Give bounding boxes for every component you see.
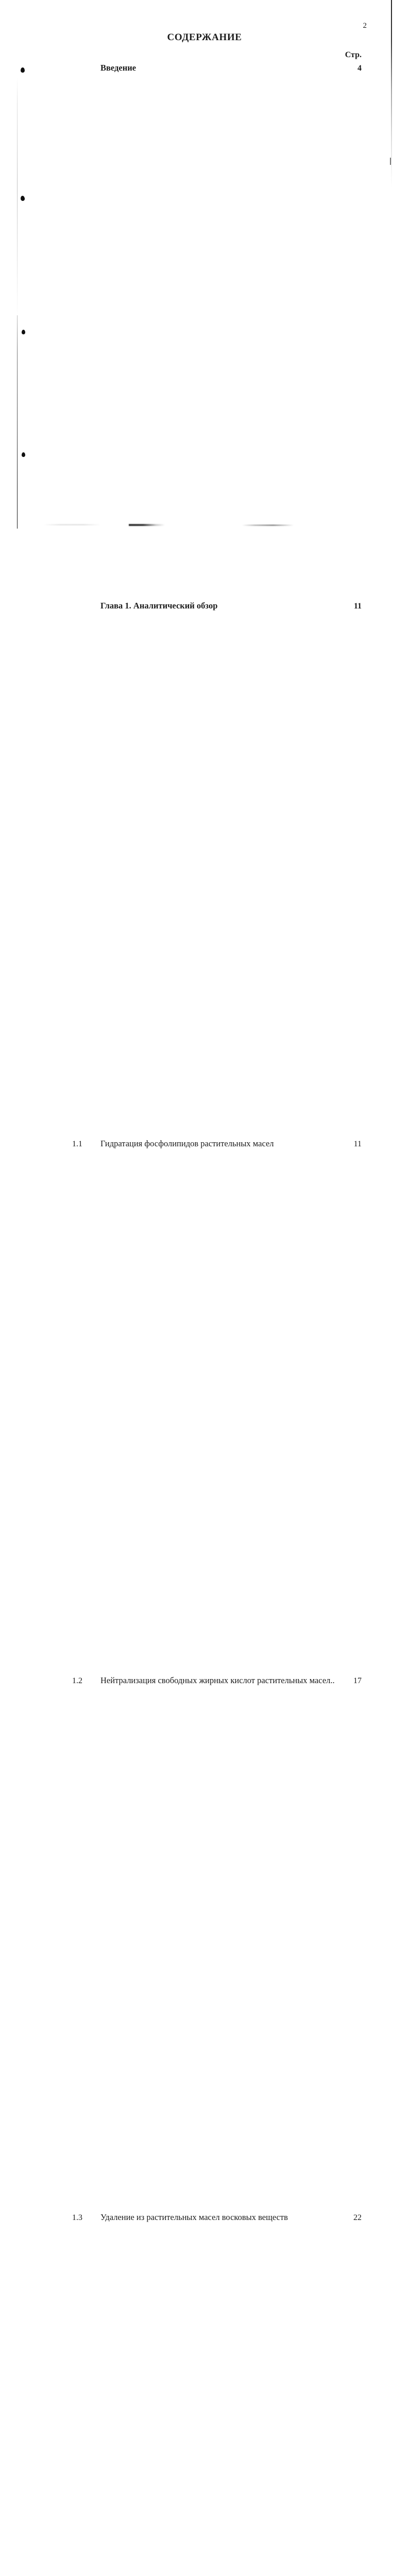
- toc-entry-number: 1.1: [72, 1140, 82, 1148]
- toc-entry-title: Глава 1. Аналитический обзор: [100, 601, 218, 611]
- toc-entry-title: Введение: [100, 63, 137, 73]
- toc-entry-introduction[interactable]: [72, 64, 362, 593]
- ink-blob-mark: [21, 67, 25, 73]
- page-number: 2: [363, 22, 367, 30]
- scan-edge-line-left-dark: [17, 315, 18, 529]
- page-column-header: Стр.: [345, 50, 362, 59]
- scan-tick-mark-right: [390, 158, 391, 165]
- toc-entry-chapter-1[interactable]: [72, 602, 362, 1131]
- toc-entry-section[interactable]: [72, 1140, 362, 1669]
- scan-edge-line-right: [391, 0, 392, 188]
- toc-entry-number: 1.3: [72, 2213, 82, 2222]
- toc-entry-page: 22: [340, 2214, 362, 2576]
- page-title: СОДЕРЖАНИЕ: [167, 32, 242, 43]
- toc-entry-title: Гидратация фосфолипидов растительных масел: [100, 1139, 274, 1148]
- toc-entry-section[interactable]: [72, 2213, 362, 2576]
- toc-entry-page: 17: [340, 1677, 362, 2206]
- toc-entry-page: 4: [340, 64, 362, 593]
- scan-edge-line-left-faint: [17, 77, 18, 319]
- table-of-contents: [72, 50, 362, 2576]
- toc-entry-page: 11: [340, 1140, 362, 1669]
- toc-entry-section[interactable]: [72, 1676, 362, 2206]
- toc-entry-title: Нейтрализация свободных жирных кислот растительных масел..: [100, 1675, 335, 1685]
- toc-entry-page: 11: [340, 602, 362, 1131]
- toc-entry-number: 1.2: [72, 1676, 82, 1685]
- ink-blob-mark: [20, 195, 25, 201]
- ink-blob-mark: [22, 330, 25, 334]
- ink-blob-mark: [22, 452, 25, 457]
- toc-entry-title: Удаление из растительных масел восковых веществ: [100, 2212, 288, 2222]
